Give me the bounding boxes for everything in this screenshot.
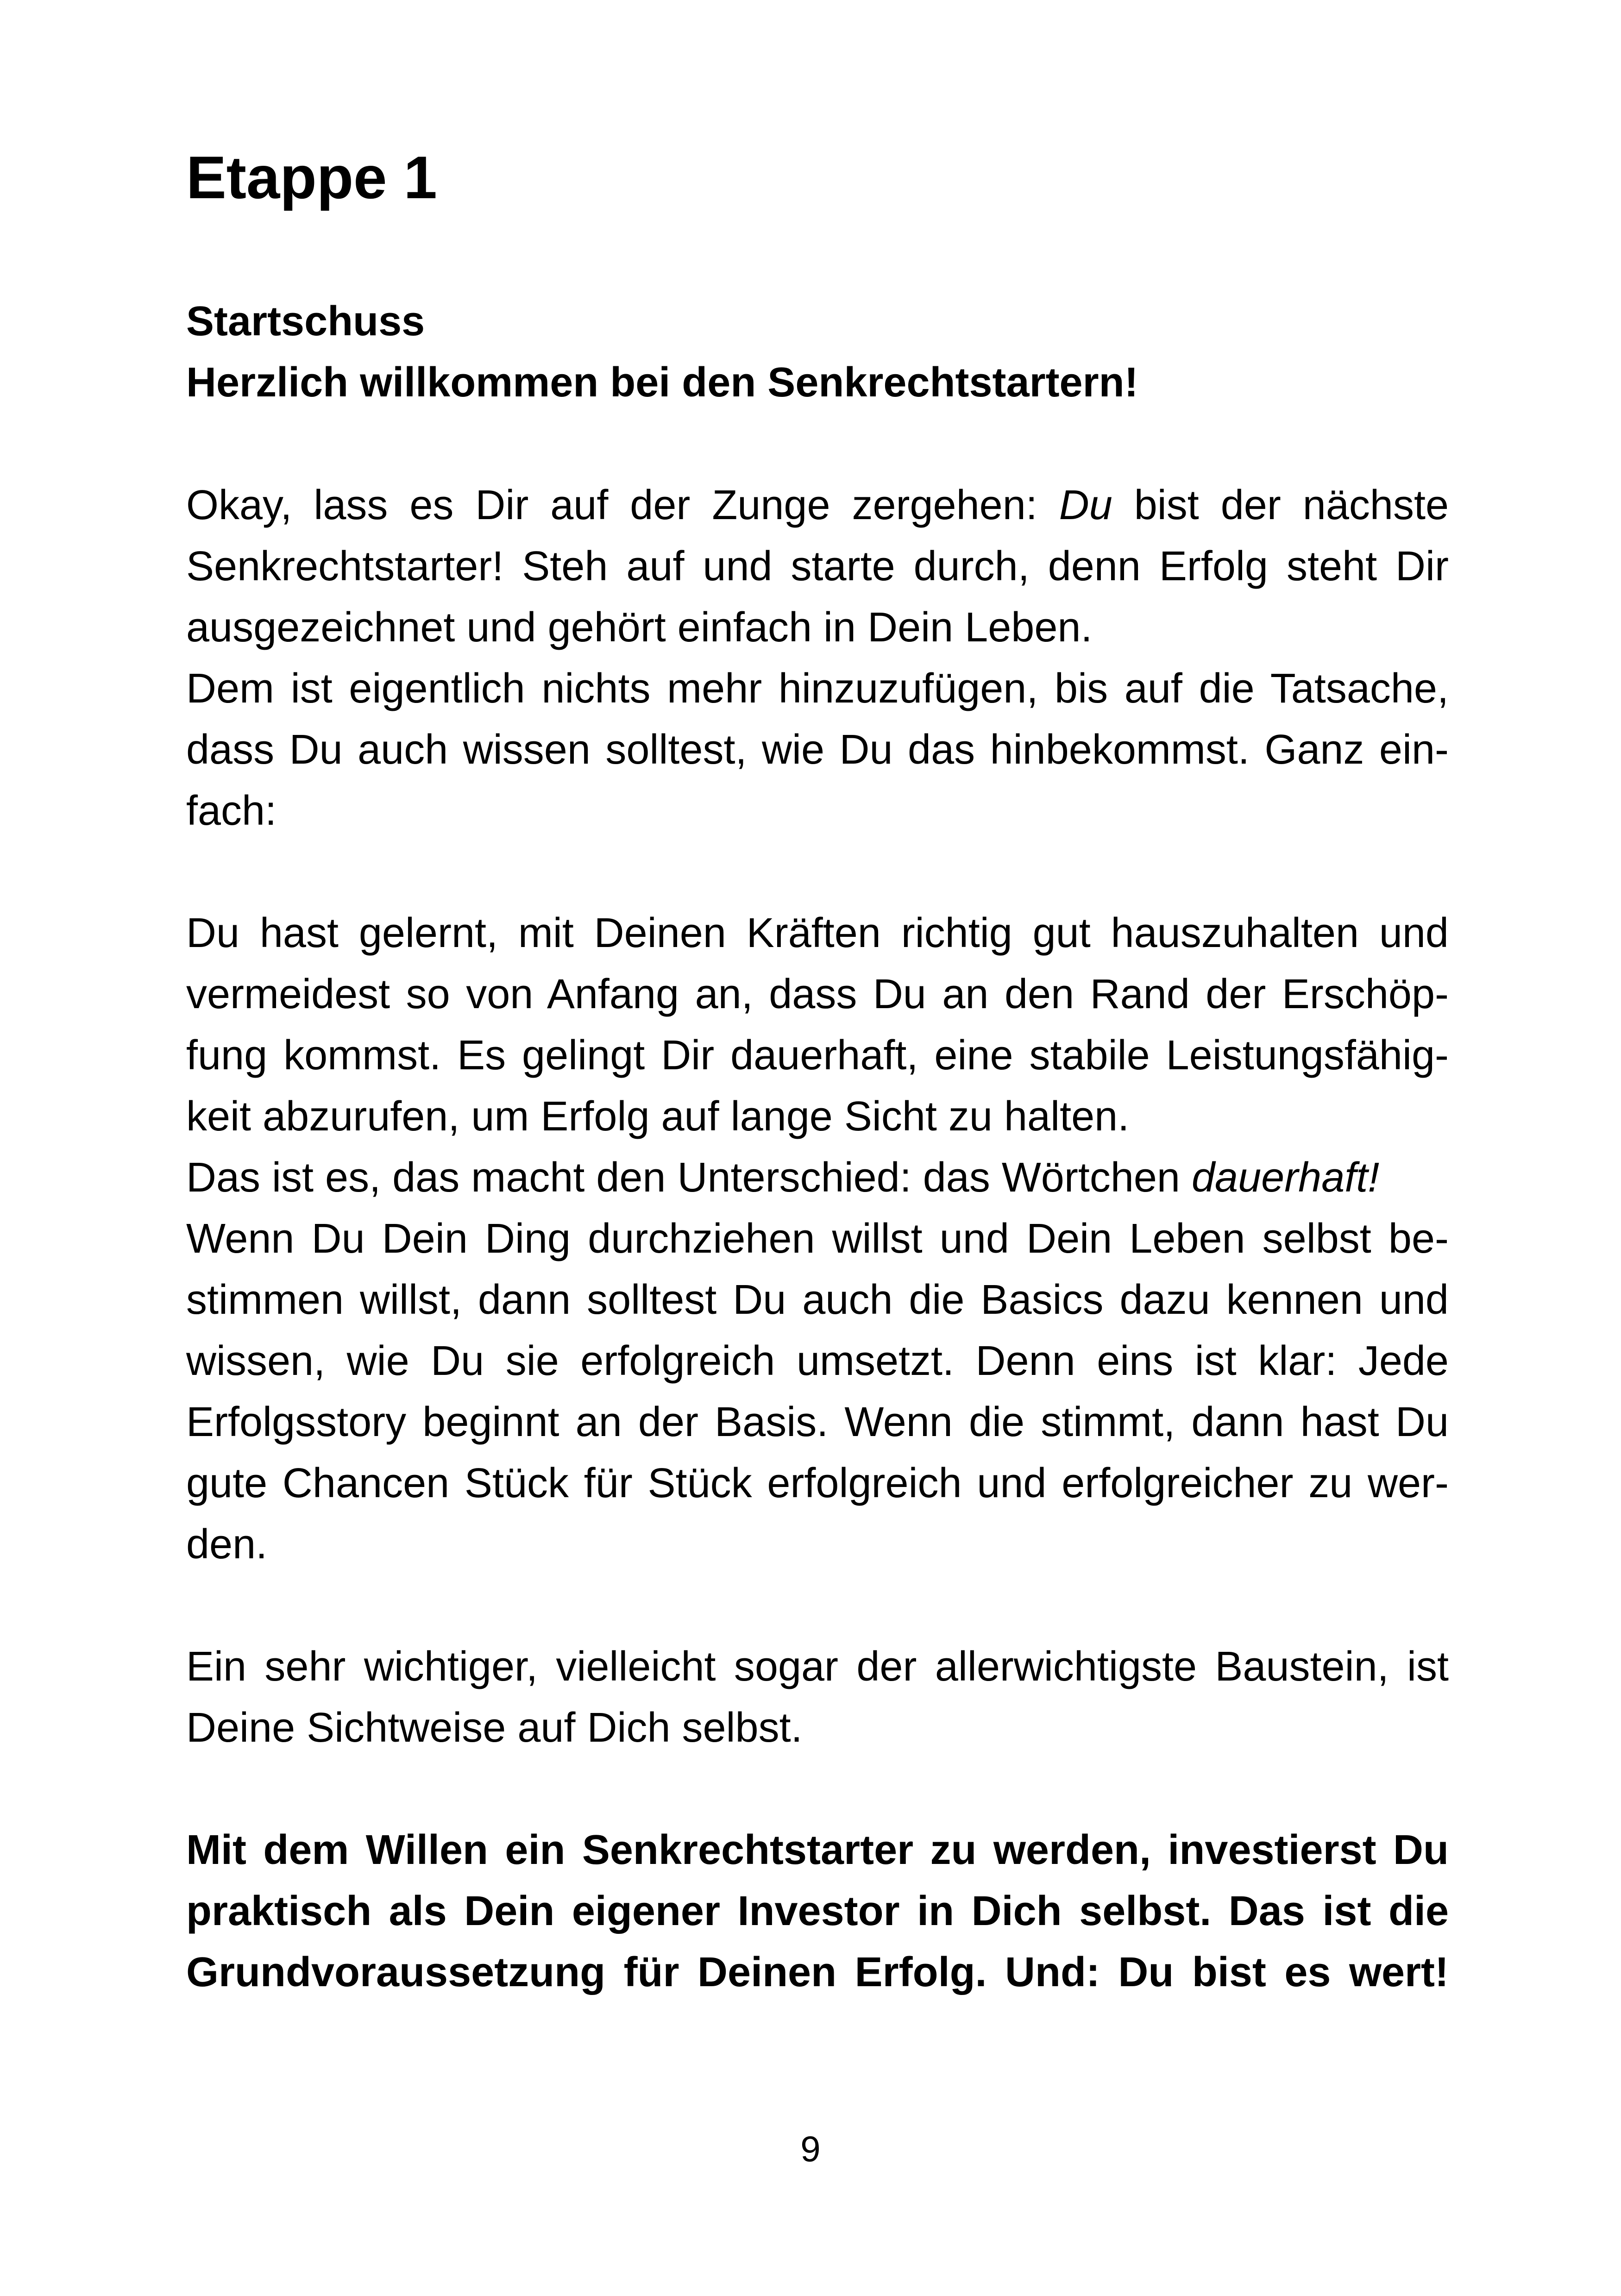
paragraph-line: Mit dem Willen ein Senkrechtstarter zu werden, investierst Du	[186, 1827, 1449, 1873]
paragraph-5-highlight	[186, 1819, 1449, 2003]
paragraph-line: dass Du auch wissen solltest, wie Du das hinbekommst. Ganz ein-	[186, 727, 1449, 773]
paragraph-1	[186, 475, 1449, 658]
paragraph-line: Du hast gelernt, mit Deinen Kräften richtig gut hauszuhalten und	[186, 910, 1449, 956]
paragraph-4	[186, 1636, 1449, 1758]
paragraph-line	[186, 475, 1449, 536]
text-run: Okay, lass es Dir auf der Zunge zergehen:	[186, 482, 1059, 528]
paragraph-line: Ein sehr wichtiger, vielleicht sogar der allerwichtigste Baustein, ist	[186, 1644, 1449, 1690]
emphasis-text: Du	[1059, 482, 1112, 528]
section-heading: Startschuss	[186, 298, 425, 345]
paragraph-line: ausgezeichnet und gehört einfach in Dein Leben.	[186, 604, 1093, 651]
paragraph-line: Senkrechtstarter! Steh auf und starte durch, denn Erfolg steht Dir	[186, 543, 1449, 590]
paragraph-2	[186, 658, 1449, 841]
paragraph-line: Wenn Du Dein Ding durchziehen willst und Dein Leben selbst be-	[186, 1216, 1449, 1262]
paragraph-line: keit abzurufen, um Erfolg auf lange Sicht zu halten.	[186, 1093, 1130, 1140]
section-subheading: Herzlich willkommen bei den Senkrechtstartern!	[186, 359, 1138, 406]
paragraph-line: vermeidest so von Anfang an, dass Du an den Rand der Erschöp-	[186, 971, 1449, 1017]
paragraph-line	[186, 1147, 1449, 1208]
emphasis-text: dauerhaft!	[1192, 1154, 1380, 1201]
paragraph-line: den.	[186, 1521, 268, 1568]
section-heading-block	[186, 291, 1449, 413]
text-run: Das ist es, das macht den Unterschied: das Wörtchen	[186, 1154, 1192, 1201]
paragraph-line: Grundvoraussetzung für Deinen Erfolg. Und: Du bist es wert!	[186, 1949, 1449, 1995]
paragraph-3	[186, 903, 1449, 1575]
paragraph-line: Deine Sichtweise auf Dich selbst.	[186, 1705, 803, 1751]
text-run: bist der nächste	[1112, 482, 1449, 528]
paragraph-line: praktisch als Dein eigener Investor in Dich selbst. Das ist die	[186, 1888, 1449, 1934]
paragraph-line: fung kommst. Es gelingt Dir dauerhaft, eine stabile Leistungsfähig-	[186, 1032, 1449, 1079]
paragraph-line: Erfolgsstory beginnt an der Basis. Wenn die stimmt, dann hast Du	[186, 1399, 1449, 1445]
page-number: 9	[800, 2128, 821, 2169]
paragraph-line: gute Chancen Stück für Stück erfolgreich und erfolgreicher zu wer-	[186, 1460, 1449, 1506]
chapter-title: Etappe 1	[186, 144, 437, 211]
paragraph-line: stimmen willst, dann solltest Du auch die Basics dazu kennen und	[186, 1277, 1449, 1323]
paragraph-line: wissen, wie Du sie erfolgreich umsetzt. Denn eins ist klar: Jede	[186, 1338, 1449, 1384]
paragraph-line: fach:	[186, 788, 277, 834]
paragraph-line: Dem ist eigentlich nichts mehr hinzuzufügen, bis auf die Tatsache,	[186, 665, 1449, 712]
